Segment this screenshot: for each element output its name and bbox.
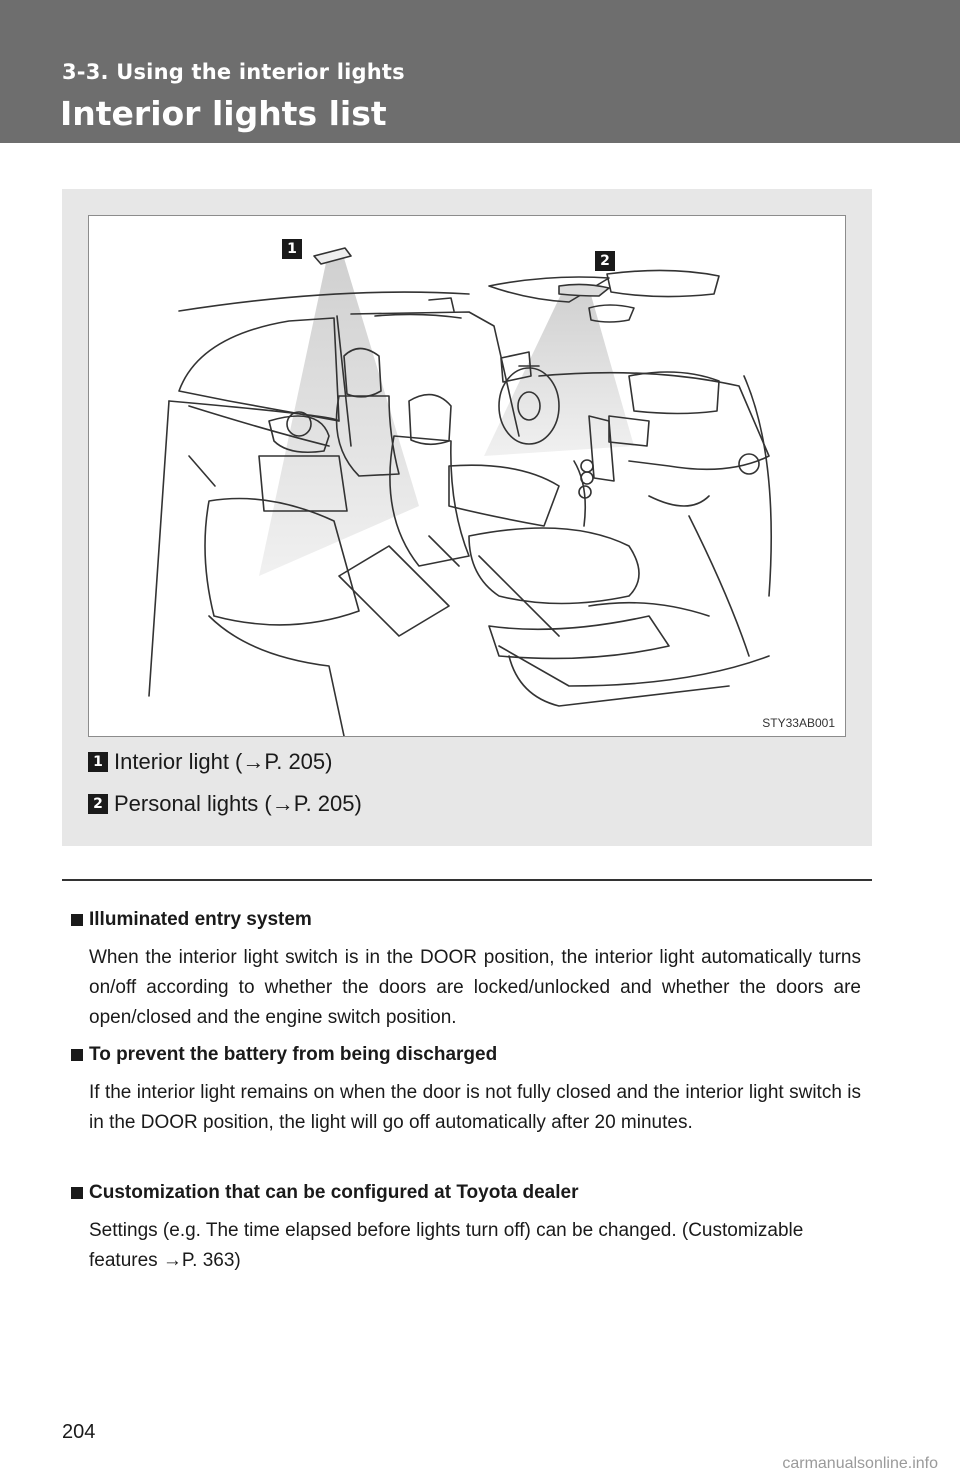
black-square-icon <box>71 914 83 926</box>
page-header <box>0 0 960 143</box>
note-body: When the interior light switch is in the DOOR position, the interior light automatically turns on/off according to whether the doors are locked/unlocked and whether the doors are open/closed and the engine switch position. <box>89 947 861 1028</box>
note-body: If the interior light remains on when the door is not fully closed and the interior light switch is in the DOOR position, the light will go off automatically after 20 minutes. <box>89 1082 861 1133</box>
note-illuminated-entry <box>71 907 861 1033</box>
note-title: Illuminated entry system <box>89 909 312 930</box>
note-title: To prevent the battery from being discharged <box>89 1044 498 1065</box>
figure-code: STY33AB001 <box>762 716 835 730</box>
note-body: Settings (e.g. The time elapsed before lights turn off) can be changed. (Customizable features →P. 363) <box>89 1220 804 1271</box>
legend-number-icon: 1 <box>88 752 108 772</box>
legend-item-personal-lights <box>88 789 362 819</box>
page-title: Interior lights list <box>60 94 387 133</box>
legend-label: Personal lights (→P. 205) <box>114 791 362 816</box>
black-square-icon <box>71 1049 83 1061</box>
note-battery-discharge <box>71 1042 861 1138</box>
note-customization <box>71 1180 861 1276</box>
callout-badge-1: 1 <box>282 239 302 259</box>
section-divider <box>62 879 872 881</box>
black-square-icon <box>71 1187 83 1199</box>
watermark: carmanualsonline.info <box>782 1455 938 1472</box>
legend-item-interior-light <box>88 747 332 777</box>
legend-number-icon: 2 <box>88 794 108 814</box>
section-label: 3-3. Using the interior lights <box>62 60 405 84</box>
page-number: 204 <box>62 1421 96 1443</box>
legend-label: Interior light (→P. 205) <box>114 749 333 774</box>
car-interior-illustration <box>88 215 846 737</box>
car-interior-drawing <box>89 216 845 736</box>
callout-badge-2: 2 <box>595 251 615 271</box>
note-title: Customization that can be configured at Toyota dealer <box>89 1182 579 1203</box>
